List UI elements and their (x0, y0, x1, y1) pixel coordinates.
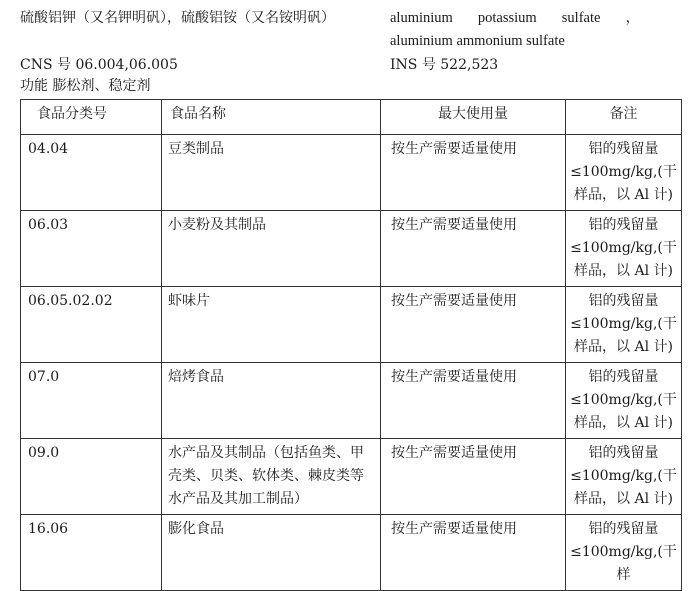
english-word: sulfate (561, 10, 601, 26)
english-word: aluminium (390, 10, 453, 26)
additive-function: 功能 膨松剂、稳定剂 (20, 78, 151, 94)
table-row (21, 287, 682, 363)
cell-code: 06.03 (21, 211, 162, 287)
column-header-remark: 备注 (566, 100, 682, 135)
english-word: potassium (477, 10, 537, 26)
cell-code: 16.06 (21, 515, 162, 591)
cell-food-name: 水产品及其制品（包括鱼类、甲壳类、贝类、软体类、棘皮类等水产品及其加工制品） (162, 439, 381, 515)
cell-food-name: 焙烤食品 (162, 363, 381, 439)
usage-table (20, 99, 682, 591)
cell-code: 06.05.02.02 (21, 287, 162, 363)
cell-remark: 铝的残留量≤100mg/kg,(干样品，以 Al 计) (566, 135, 682, 211)
cell-max-use: 按生产需要适量使用 (381, 515, 566, 591)
table-row (21, 515, 682, 591)
additive-name-chinese: 硫酸铝钾（又名钾明矾），硫酸铝铵（又名铵明矾） (20, 10, 335, 26)
ins-number: INS 号 522,523 (390, 57, 499, 73)
cns-number: CNS 号 06.004,06.005 (20, 57, 178, 73)
cell-max-use: 按生产需要适量使用 (381, 439, 566, 515)
cell-food-name: 豆类制品 (162, 135, 381, 211)
column-header-max-use: 最大使用量 (381, 100, 566, 135)
column-header-code: 食品分类号 (21, 100, 162, 135)
cell-code: 07.0 (21, 363, 162, 439)
cell-max-use: 按生产需要适量使用 (381, 211, 566, 287)
table-header-row (21, 100, 682, 135)
table-row (21, 439, 682, 515)
additive-name-english-line2: aluminium ammonium sulfate (390, 33, 565, 49)
table-row (21, 211, 682, 287)
cell-remark: 铝的残留量≤100mg/kg,(干样品，以 Al 计) (566, 211, 682, 287)
cell-remark: 铝的残留量≤100mg/kg,(干样品，以 Al 计) (566, 287, 682, 363)
cell-food-name: 膨化食品 (162, 515, 381, 591)
cell-remark: 铝的残留量≤100mg/kg,(干样 (566, 515, 682, 591)
cell-code: 09.0 (21, 439, 162, 515)
column-header-name: 食品名称 (162, 100, 381, 135)
cell-max-use: 按生产需要适量使用 (381, 287, 566, 363)
cell-remark: 铝的残留量≤100mg/kg,(干样品，以 Al 计) (566, 363, 682, 439)
cell-code: 04.04 (21, 135, 162, 211)
cell-max-use: 按生产需要适量使用 (381, 135, 566, 211)
cell-food-name: 小麦粉及其制品 (162, 211, 381, 287)
cell-remark: 铝的残留量≤100mg/kg,(干样品，以 Al 计) (566, 439, 682, 515)
english-word: ， (625, 10, 640, 26)
cell-food-name: 虾味片 (162, 287, 381, 363)
additive-name-english-line1 (390, 8, 640, 28)
cell-max-use: 按生产需要适量使用 (381, 363, 566, 439)
table-row (21, 363, 682, 439)
table-row (21, 135, 682, 211)
